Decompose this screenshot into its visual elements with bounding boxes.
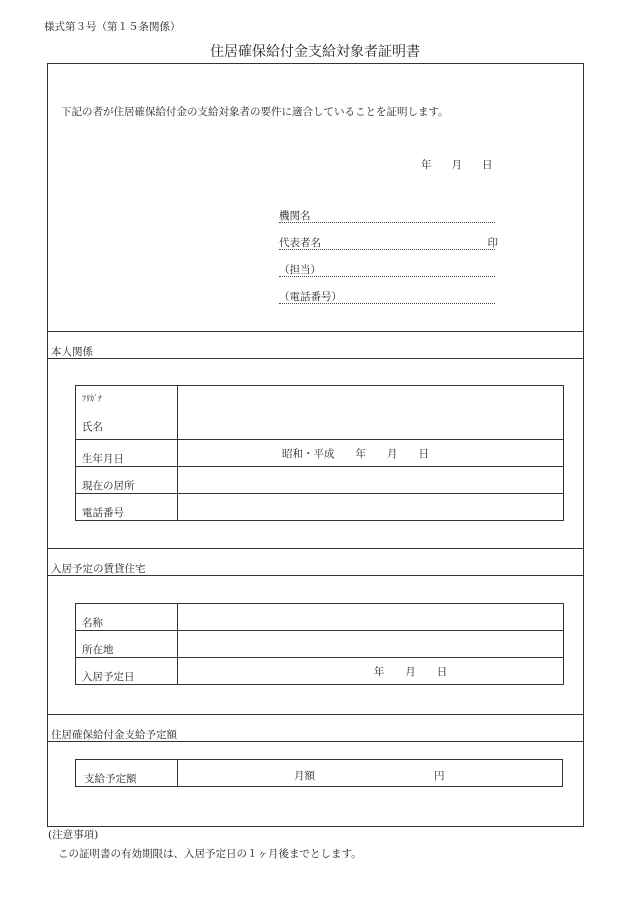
furigana-label: ﾌﾘｶﾞﾅ bbox=[82, 393, 102, 403]
property-name-label: 名称 bbox=[76, 604, 178, 631]
table-row bbox=[76, 440, 564, 467]
movein-date-label: 入居予定日 bbox=[76, 658, 178, 685]
date-day: 日 bbox=[482, 159, 493, 171]
form-number: 様式第３号（第１５条関係） bbox=[44, 21, 181, 33]
table-row bbox=[76, 658, 564, 685]
address-input[interactable] bbox=[178, 467, 564, 494]
amount-label: 支給予定額 bbox=[76, 760, 178, 787]
property-name-input[interactable] bbox=[178, 604, 564, 631]
table-row bbox=[76, 467, 564, 494]
notes-heading: (注意事項) bbox=[48, 829, 99, 841]
yen-unit: 円 bbox=[434, 770, 445, 782]
issuer-phone-field[interactable] bbox=[279, 289, 495, 304]
table-row bbox=[76, 386, 564, 440]
housing-section-heading: 入居予定の賃貸住宅 bbox=[51, 563, 146, 575]
divider bbox=[47, 331, 584, 332]
name-label-cell bbox=[76, 386, 178, 440]
monthly-label: 月額 bbox=[294, 770, 315, 782]
property-location-input[interactable] bbox=[178, 631, 564, 658]
issuer-phone-label: （電話番号） bbox=[279, 291, 342, 303]
date-year: 年 bbox=[421, 159, 432, 171]
birthdate-input[interactable]: 昭和・平成 年 月 日 bbox=[178, 440, 564, 467]
payment-table bbox=[75, 759, 563, 787]
representative-field[interactable] bbox=[279, 235, 498, 250]
organization-field[interactable] bbox=[279, 208, 495, 223]
table-row bbox=[76, 494, 564, 521]
divider bbox=[47, 358, 584, 359]
name-input[interactable] bbox=[178, 386, 564, 440]
divider bbox=[47, 548, 584, 549]
housing-table bbox=[75, 603, 564, 685]
applicant-phone-input[interactable] bbox=[178, 494, 564, 521]
address-label: 現在の居所 bbox=[76, 467, 178, 494]
issue-date bbox=[421, 157, 493, 172]
name-label: 氏名 bbox=[82, 420, 103, 433]
person-in-charge-label: （担当） bbox=[279, 264, 321, 276]
date-month: 月 bbox=[451, 159, 462, 171]
organization-label: 機関名 bbox=[279, 210, 311, 222]
person-in-charge-field[interactable] bbox=[279, 262, 495, 277]
applicant-section-heading: 本人関係 bbox=[51, 346, 93, 358]
property-location-label: 所在地 bbox=[76, 631, 178, 658]
certification-statement: 下記の者が住居確保給付金の支給対象者の要件に適合していることを証明します。 bbox=[61, 106, 449, 118]
table-row bbox=[76, 760, 563, 787]
amount-input[interactable] bbox=[178, 760, 563, 787]
movein-date-input[interactable]: 年 月 日 bbox=[178, 658, 564, 685]
payment-section-heading: 住居確保給付金支給予定額 bbox=[51, 729, 177, 741]
table-row bbox=[76, 631, 564, 658]
notes-body: この証明書の有効期限は、入居予定日の１ヶ月後までとします。 bbox=[58, 848, 362, 860]
applicant-table bbox=[75, 385, 564, 521]
table-row bbox=[76, 604, 564, 631]
applicant-phone-label: 電話番号 bbox=[76, 494, 178, 521]
document-title: 住居確保給付金支給対象者証明書 bbox=[210, 44, 420, 60]
birthdate-label: 生年月日 bbox=[76, 440, 178, 467]
seal-mark: 印 bbox=[487, 237, 498, 249]
representative-label: 代表者名 bbox=[279, 237, 321, 249]
divider bbox=[47, 714, 584, 715]
